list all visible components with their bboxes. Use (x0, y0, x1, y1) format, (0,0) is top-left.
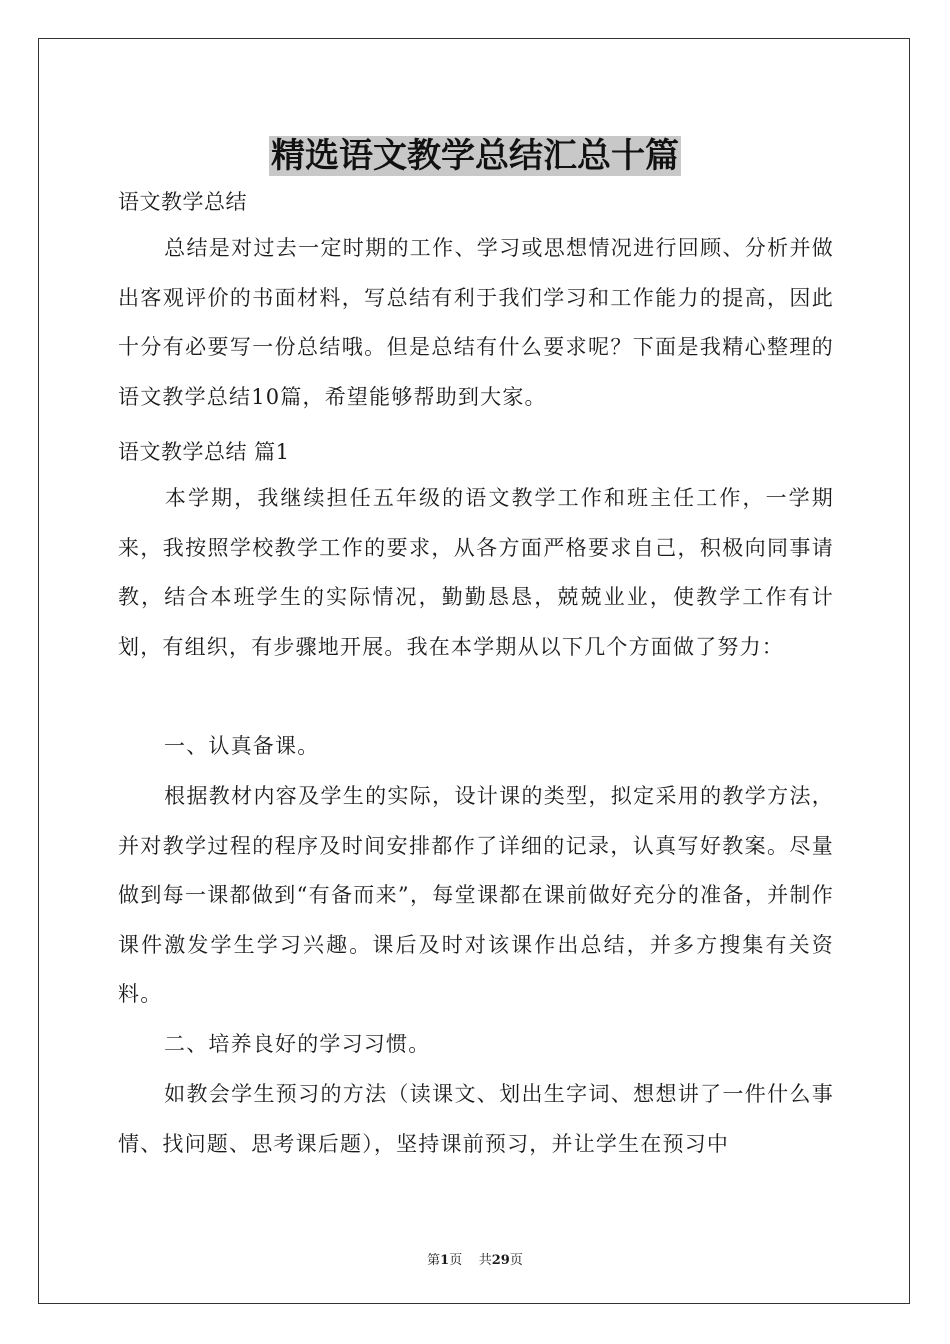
subheading-1-text: 一、认真备课。 (164, 734, 320, 758)
page-prefix: 第 (427, 1253, 441, 1268)
page-number: 1 (440, 1253, 450, 1268)
section-heading-part1: 语文教学总结 篇1 (118, 440, 290, 464)
paragraph-3-text: 如教会学生预习的方法（读课文、划出生字词、想想讲了一件什么事情、找问题、思考课后题），坚持课前预习，并让学生在预习中 (118, 1082, 834, 1156)
subheading-2-text: 二、培养良好的学习习惯。 (164, 1032, 431, 1056)
paragraph-1-text: 本学期，我继续担任五年级的语文教学工作和班主任工作，一学期来，我按照学校教学工作的要求，从各方面严格要求自己，积极向同事请教，结合本班学生的实际情况，勤勤恳恳，兢兢业业，使教学工作有计划，有组织，有步骤地开展。我在本学期从以下几个方面做了努力： (118, 486, 834, 659)
paragraph-1 (118, 474, 834, 672)
paragraph-3 (118, 1070, 834, 1169)
paragraph-2-text: 根据教材内容及学生的实际，设计课的类型，拟定采用的教学方法，并对教学过程的程序及时间安排都作了详细的记录，认真写好教案。尽量做到每一课都做到“有备而来”，每堂课都在课前做好充分的准备，并制作课件激发学生学习兴趣。课后及时对该课作出总结，并多方搜集有关资料。 (118, 784, 834, 1006)
subheading-1 (118, 722, 834, 772)
total-prefix: 共 (478, 1253, 492, 1268)
title-text: 精选语文教学总结汇总十篇 (271, 136, 679, 176)
intro-text: 总结是对过去一定时期的工作、学习或思想情况进行回顾、分析并做出客观评价的书面材料，写总结有利于我们学习和工作能力的提高，因此十分有必要写一份总结哦。但是总结有什么要求呢？下面是我精心整理的语文教学总结10篇，希望能够帮助到大家。 (118, 236, 834, 409)
total-pages: 29 (491, 1253, 510, 1268)
section-heading: 语文教学总结 (118, 190, 247, 214)
page-footer (0, 1249, 950, 1268)
subheading-2 (118, 1020, 834, 1070)
total-suffix: 页 (509, 1253, 523, 1268)
document-title (0, 128, 950, 177)
paragraph-2 (118, 772, 834, 1020)
page-suffix: 页 (449, 1253, 463, 1268)
intro-paragraph (118, 224, 834, 422)
